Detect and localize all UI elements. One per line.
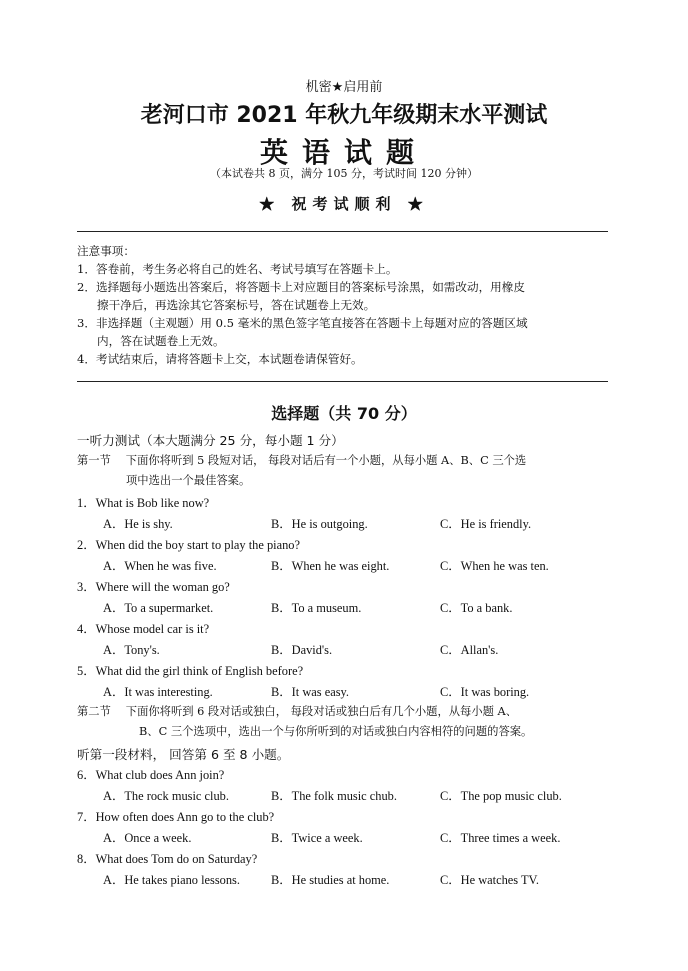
exam-info: （本试卷共 8 页，满分 105 分，考试时间 120 分钟） — [210, 167, 478, 180]
notes-line: 3．非选择题（主观题）用 0.5 毫米的黑色签字笔直接答在答题卡上每题对应的答题区域 — [77, 316, 528, 330]
good-luck-line: ★ 祝考试顺利 ★ — [259, 195, 429, 213]
option-6a: A．The rock music club. — [103, 789, 229, 803]
option-6b: B．The folk music chub. — [271, 789, 397, 803]
option-4a: A．Tony's. — [103, 643, 160, 657]
question-7: 7．How often does Ann go to the club? — [77, 810, 275, 824]
notes-line: 擦干净后，再选涂其它答案标号，答在试题卷上无效。 — [97, 298, 376, 312]
section1-instructions: 第一节 下面你将听到 5 段短对话， 每段对话后有一个小题，从每小题 A、B、C 三个选 — [77, 454, 527, 467]
section1-instructions-cont: 项中选出一个最佳答案。 — [126, 474, 251, 487]
notes-line: 2．选择题每小题选出答案后，将答题卡上对应题目的答案标号涂黑，如需改动，用橡皮 — [77, 280, 525, 294]
question-2: 2．When did the boy start to play the piano? — [77, 538, 300, 552]
option-7c: C．Three times a week. — [440, 831, 561, 845]
option-8b: B．He studies at home. — [271, 873, 390, 887]
question-1: 1．What is Bob like now? — [77, 496, 210, 510]
option-1c: C．He is friendly. — [440, 517, 532, 531]
confidential-label: 机密★启用前 — [305, 80, 383, 95]
option-7a: A．Once a week. — [103, 831, 192, 845]
question-3: 3．Where will the woman go? — [77, 580, 230, 594]
section2-instructions: 第二节 下面你将听到 6 段对话或独白， 每段对话或独白后有几个小题，从每小题 A、 — [77, 705, 517, 718]
divider-top — [77, 231, 608, 232]
option-5c: C．It was boring. — [440, 685, 530, 699]
notes-line: 1．答卷前，考生务必将自己的姓名、考试号填写在答题卡上。 — [77, 262, 398, 276]
section-title: 一听力测试（本大题满分 25 分，每小题 1 分） — [77, 433, 344, 448]
option-8c: C．He watches TV. — [440, 873, 539, 887]
option-4c: C．Allan's. — [440, 643, 499, 657]
part-title: 选择题（共 70 分） — [271, 404, 417, 423]
option-2c: C．When he was ten. — [440, 559, 549, 573]
question-6: 6．What club does Ann join? — [77, 768, 225, 782]
option-2a: A．When he was five. — [103, 559, 217, 573]
notes-block — [77, 242, 617, 368]
notes-line: 4．考试结束后，请将答题卡上交，本试题卷请保管好。 — [77, 352, 363, 366]
option-4b: B．David's. — [271, 643, 333, 657]
question-4: 4．Whose model car is it? — [77, 622, 210, 636]
subject-title: 英语试题 — [259, 136, 428, 169]
option-6c: C．The pop music club. — [440, 789, 562, 803]
exam-title: 老河口市 2021 年秋九年级期末水平测试 — [140, 103, 548, 128]
option-7b: B．Twice a week. — [271, 831, 363, 845]
option-8a: A．He takes piano lessons. — [103, 873, 240, 887]
option-2b: B．When he was eight. — [271, 559, 390, 573]
question-5: 5．What did the girl think of English before? — [77, 664, 304, 678]
question-8: 8．What does Tom do on Saturday? — [77, 852, 258, 866]
option-3a: A．To a supermarket. — [103, 601, 214, 615]
material-instruction: 听第一段材料， 回答第 6 至 8 小题。 — [77, 747, 290, 762]
option-1a: A．He is shy. — [103, 517, 173, 531]
option-5b: B．It was easy. — [271, 685, 349, 699]
option-5a: A．It was interesting. — [103, 685, 213, 699]
option-1b: B．He is outgoing. — [271, 517, 368, 531]
option-3b: B．To a museum. — [271, 601, 362, 615]
divider-bottom — [77, 381, 608, 382]
notes-line: 内，答在试题卷上无效。 — [97, 334, 225, 348]
option-3c: C．To a bank. — [440, 601, 513, 615]
notes-heading: 注意事项： — [77, 244, 135, 258]
section2-instructions-cont: B、C 三个选项中，选出一个与你所听到的对话或独白内容相符的问题的答案。 — [139, 725, 533, 738]
